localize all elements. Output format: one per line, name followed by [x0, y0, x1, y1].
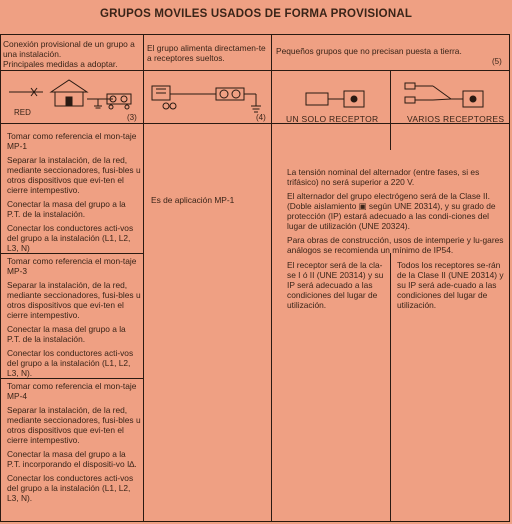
- header-col1: Conexión provisional de un grupo a una instalación. Principales medidas a adoptar.: [3, 39, 135, 69]
- diagram-1-num: (3): [127, 113, 137, 122]
- section-2-line-1: Tomar como referencia el mon-taje MP-3: [7, 256, 137, 276]
- col-divider-2: [271, 35, 272, 522]
- page-title: GRUPOS MOVILES USADOS DE FORMA PROVISIONAL: [99, 8, 413, 20]
- right-top-para-3: Para obras de construcción, usos de intemperie y lu-gares análogos se recomienda un mínimo de IP54.: [287, 235, 504, 255]
- section-1-line-2: Separar la instalación, de la red, mediante seccionadores, fusi-bles u otros dispositivos que evi-ten el cierre intempestivo.: [7, 155, 141, 195]
- right-bottom-left-text: El receptor será de la cla-se I ó II (UNE 20314) y su IP será adecuado a las condiciones del lugar de utilización.: [287, 260, 384, 310]
- header-col3-num: (5): [492, 57, 502, 66]
- section-2-line-3: Conectar la masa del grupo a la P.T. de la instalación.: [7, 324, 126, 344]
- diagram-2-num: (4): [256, 113, 266, 122]
- single-receptor-label: UN SOLO RECEPTOR: [286, 114, 379, 124]
- col-divider-1: [143, 35, 144, 522]
- section-3-line-1: Tomar como referencia el mon-taje MP-4: [7, 381, 137, 401]
- left-section-3: [7, 381, 141, 507]
- section-3-line-4: Conectar los conductores acti-vos del grupo a la instalación (L1, L2, L3, N).: [7, 473, 134, 503]
- header-col3: Pequeños grupos que no precisan puesta a tierra.: [276, 46, 462, 56]
- section-2-line-2: Separar la instalación, de la red, mediante seccionadores, fusi-bles u otros dispositivos que evi-ten el cierre intempestivo.: [7, 280, 141, 320]
- col-divider-4: [390, 253, 391, 522]
- header-col2: El grupo alimenta directamen-te a receptores sueltos.: [147, 43, 266, 63]
- header-divider: [1, 70, 509, 71]
- section-1-line-4: Conectar los conductores acti-vos del grupo a la instalación (L1, L2, L3, N): [7, 223, 134, 253]
- single-receptor-icon: [276, 79, 386, 119]
- section-1-line-3: Conectar la masa del grupo a la P.T. de la instalación.: [7, 199, 126, 219]
- section-3-line-2: Separar la instalación, de la red, mediante seccionadores, fusi-bles u otros dispositivos que evi-ten el cierre intempestivo.: [7, 405, 141, 445]
- multiple-receptors-icon: [391, 79, 509, 119]
- right-bottom-right-text: Todos los receptores se-rán de la Clase II (UNE 20314) y su IP será ade-cuado a las condiciones del lugar de utilización.: [397, 260, 504, 310]
- right-top-para-2: El alternador del grupo electrógeno será de la Clase II. (Doble aislamiento ▣ según UNE 20314), y su grado de protección (IP) estará adecuado a las condi-ciones del lugar de utilización (UNE 20324).: [287, 191, 496, 231]
- main-table: [0, 34, 510, 522]
- middle-text: Es de aplicación MP-1: [151, 195, 235, 205]
- section-1-line-1: Tomar como referencia el mon-taje MP-1: [7, 131, 137, 151]
- multiple-receptors-label: VARIOS RECEPTORES: [407, 114, 505, 124]
- section-2-line-4: Conectar los conductores acti-vos del grupo a la instalación (L1, L2, L3, N).: [7, 348, 134, 378]
- diagram-generator-receptors-icon: [146, 72, 271, 122]
- right-top-text: [287, 167, 505, 259]
- section-3-line-3: Conectar la masa del grupo a la P.T. incorporando el dispositi-vo I∆.: [7, 449, 137, 469]
- left-section-1: [7, 131, 141, 257]
- right-top-para-1: La tensión nominal del alternador (entre fases, si es trifásico) no será superior a 220 V.: [287, 167, 480, 187]
- left-section-2: [7, 256, 141, 382]
- diagram-1-label: RED: [14, 108, 31, 117]
